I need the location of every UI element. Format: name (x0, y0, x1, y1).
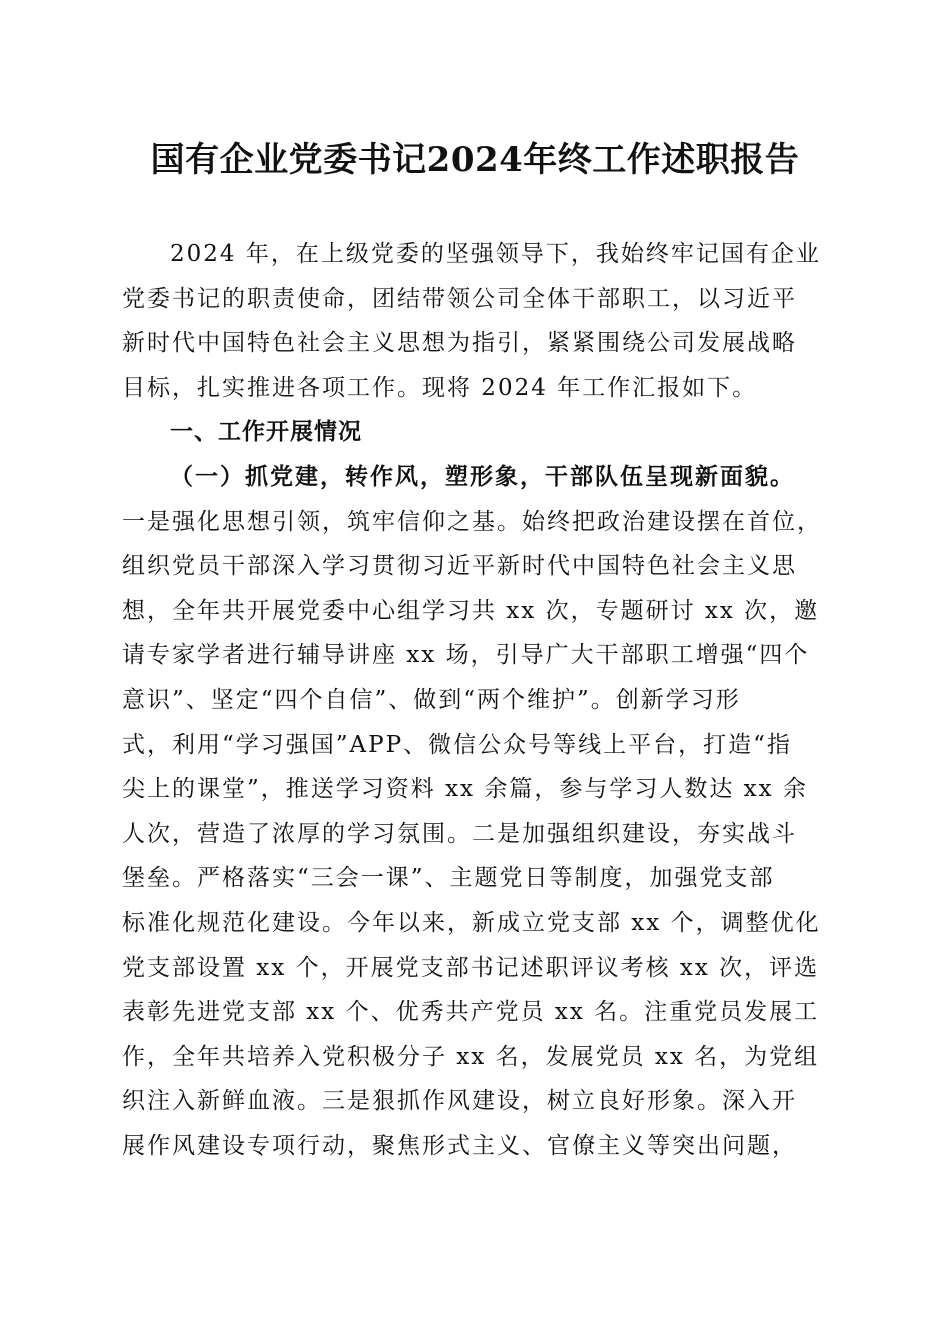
body-line: 请专家学者进行辅导讲座 xx 场，引导广大干部职工增强“四个 (122, 642, 810, 669)
body-line: 式，利用“学习强国”APP、微信公众号等线上平台，打造“指 (122, 731, 792, 758)
body-line: 织注入新鲜血液。三是狠抓作风建设，树立良好形象。深入开 (122, 1088, 797, 1115)
subsection-heading: （一）抓党建，转作风，塑形象，干部队伍呈现新面貌。 (170, 462, 795, 490)
intro-line: 党委书记的职责使命，团结带领公司全体干部职工，以习近平 (122, 285, 797, 312)
body-line: 展作风建设专项行动，聚焦形式主义、官僚主义等突出问题， (122, 1132, 797, 1159)
intro-line: 新时代中国特色社会主义思想为指引，紧紧围绕公司发展战略 (122, 330, 797, 357)
body-line: 堡垒。严格落实“三会一课”、主题党日等制度，加强党支部 (122, 865, 775, 892)
body-line: 想，全年共开展党委中心组学习共 xx 次，专题研讨 xx 次，邀 (122, 597, 820, 624)
body-line: 党支部设置 xx 个，开展党支部书记述职评议考核 xx 次，评选 (122, 954, 820, 981)
body-line: 表彰先进党支部 xx 个、优秀共产党员 xx 名。注重党员发展工 (122, 999, 820, 1026)
body-line: 一是强化思想引领，筑牢信仰之基。始终把政治建设摆在首位， (122, 508, 822, 535)
body-line: 作，全年共培养入党积极分子 xx 名，发展党员 xx 名，为党组 (122, 1043, 820, 1070)
section-heading: 一、工作开展情况 (170, 419, 362, 446)
body-line: 人次，营造了浓厚的学习氛围。二是加强组织建设，夯实战斗 (122, 820, 797, 847)
document-title: 国有企业党委书记2024年终工作述职报告 (150, 140, 800, 180)
intro-line: 目标，扎实推进各项工作。现将 2024 年工作汇报如下。 (122, 374, 758, 401)
body-line: 组织党员干部深入学习贯彻习近平新时代中国特色社会主义思 (122, 553, 797, 580)
document-body (122, 232, 830, 1168)
intro-line: 2024 年，在上级党委的坚强领导下，我始终牢记国有企业 (170, 241, 821, 267)
body-line: 标准化规范化建设。今年以来，新成立党支部 xx 个，调整优化 (122, 909, 821, 936)
body-line: 意识”、坚定“四个自信”、做到“两个维护”。创新学习形 (122, 686, 741, 713)
body-line: 尖上的课堂”，推送学习资料 xx 余篇，参与学习人数达 xx 余 (122, 776, 808, 803)
